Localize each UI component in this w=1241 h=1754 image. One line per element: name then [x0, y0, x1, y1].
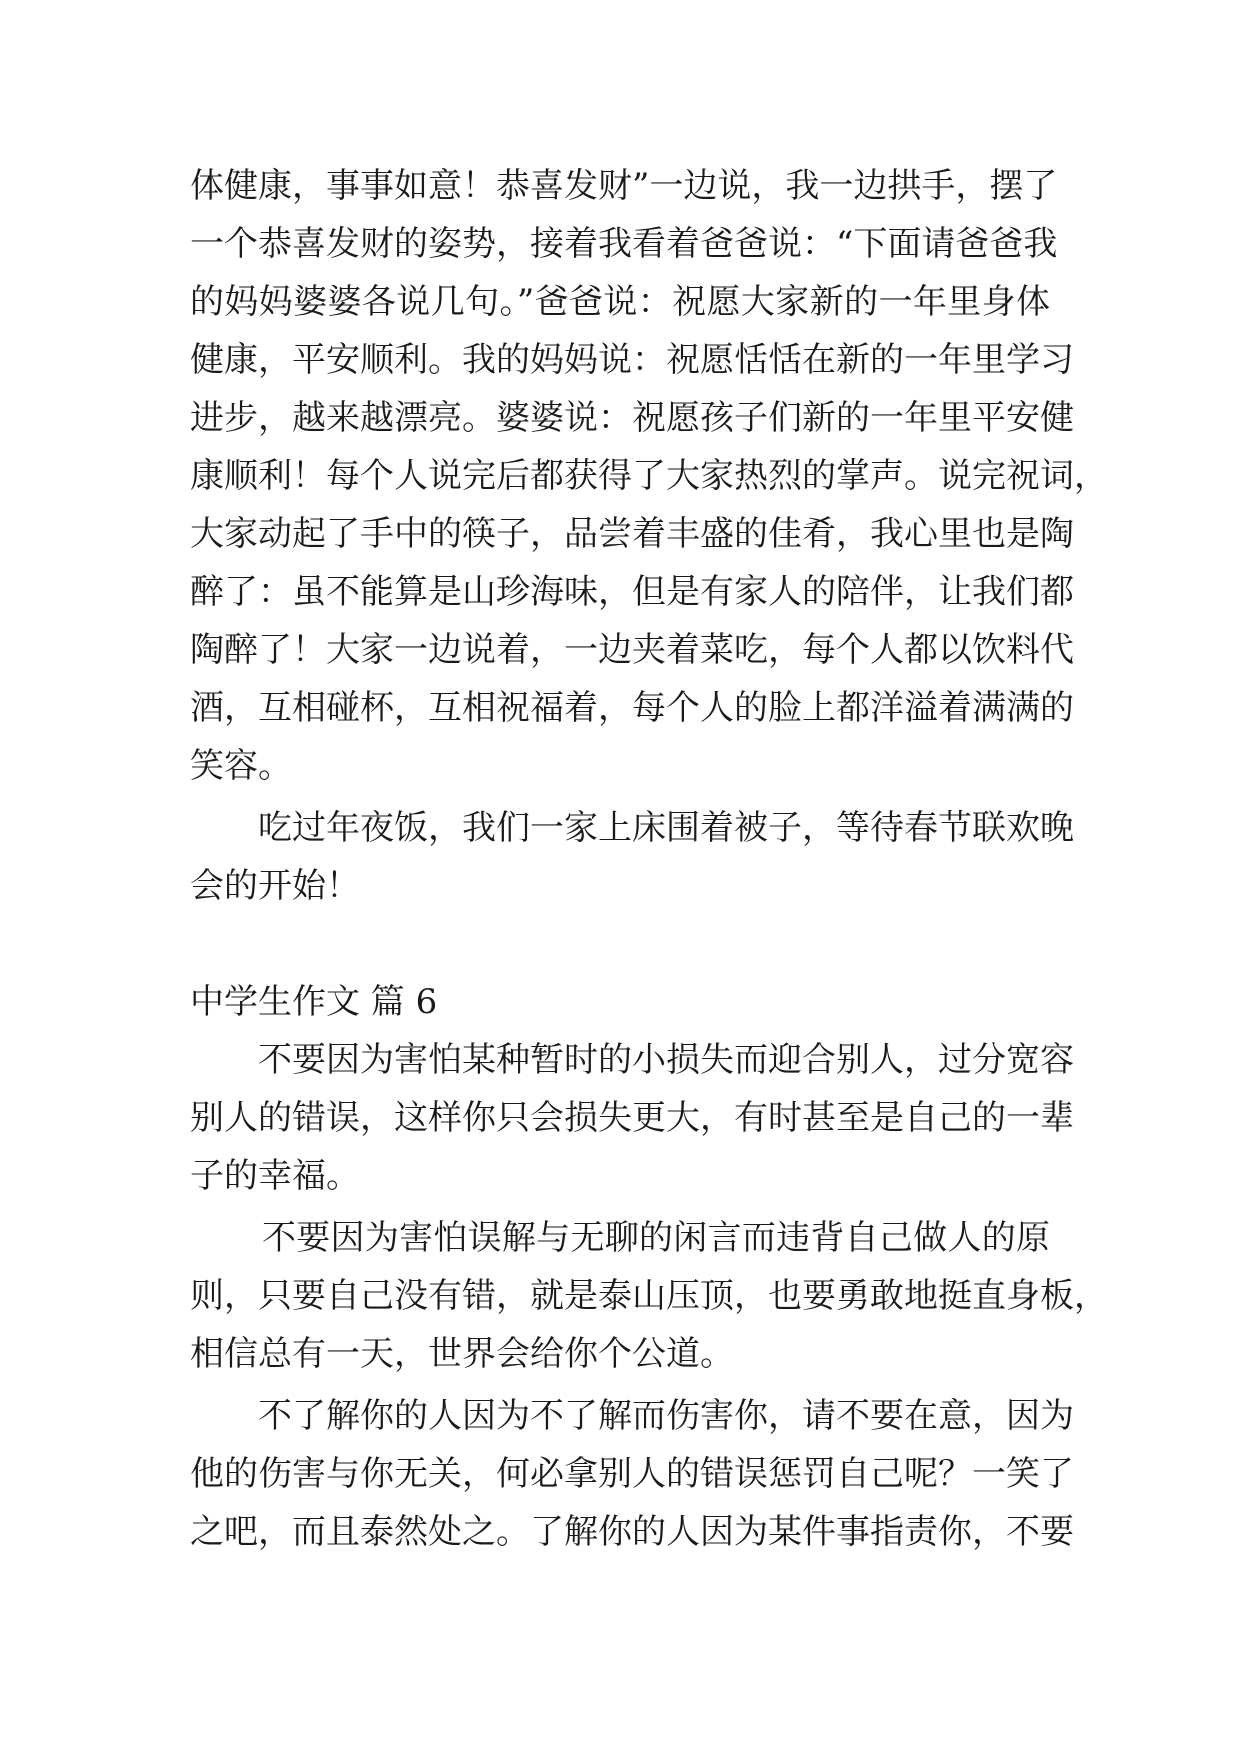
paragraph-4-line-3: 相信总有一天，世界会给你个公道。	[190, 1334, 734, 1374]
paragraph-1-line-8: 醉了：虽不能算是山珍海味，但是有家人的陪伴，让我们都	[190, 572, 1074, 612]
paragraph-1-line-11: 笑容。	[190, 746, 292, 786]
paragraph-5-line-1: 不了解你的人因为不了解而伤害你，请不要在意，因为	[258, 1396, 1074, 1436]
paragraph-1-line-1: 体健康，事事如意！恭喜发财”一边说，我一边拱手，摆了	[190, 166, 1058, 206]
paragraph-4-line-2: 则，只要自己没有错，就是泰山压顶，也要勇敢地挺直身板，	[190, 1276, 1108, 1316]
paragraph-1-line-10: 酒，互相碰杯，互相祝福着，每个人的脸上都洋溢着满满的	[190, 688, 1074, 728]
paragraph-5-line-3: 之吧，而且泰然处之。了解你的人因为某件事指责你，不要	[190, 1512, 1074, 1552]
paragraph-1-line-3: 的妈妈婆婆各说几句。”爸爸说：祝愿大家新的一年里身体	[190, 282, 1050, 322]
paragraph-3-line-3: 子的幸福。	[190, 1156, 360, 1196]
paragraph-1-line-4: 健康，平安顺利。我的妈妈说：祝愿恬恬在新的一年里学习	[190, 340, 1074, 380]
paragraph-5-line-2: 他的伤害与你无关，何必拿别人的错误惩罚自己呢？一笑了	[190, 1454, 1074, 1494]
paragraph-4-line-1: 不要因为害怕误解与无聊的闲言而违背自己做人的原	[262, 1218, 1050, 1258]
paragraph-1-line-7: 大家动起了手中的筷子，品尝着丰盛的佳肴，我心里也是陶	[190, 514, 1074, 554]
section-heading: 中学生作文 篇 6	[190, 982, 438, 1022]
paragraph-3-line-1: 不要因为害怕某种暂时的小损失而迎合别人，过分宽容	[258, 1040, 1074, 1080]
paragraph-2-line-1: 吃过年夜饭，我们一家上床围着被子，等待春节联欢晚	[258, 808, 1074, 848]
paragraph-3-line-2: 别人的错误，这样你只会损失更大，有时甚至是自己的一辈	[190, 1098, 1074, 1138]
paragraph-2-line-2: 会的开始！	[190, 866, 360, 906]
paragraph-1-line-9: 陶醉了！大家一边说着，一边夹着菜吃，每个人都以饮料代	[190, 630, 1074, 670]
paragraph-1-line-2: 一个恭喜发财的姿势，接着我看着爸爸说：“下面请爸爸我	[190, 224, 1058, 264]
paragraph-1-line-6: 康顺利！每个人说完后都获得了大家热烈的掌声。说完祝词，	[190, 456, 1108, 496]
paragraph-1-line-5: 进步，越来越漂亮。婆婆说：祝愿孩子们新的一年里平安健	[190, 398, 1074, 438]
